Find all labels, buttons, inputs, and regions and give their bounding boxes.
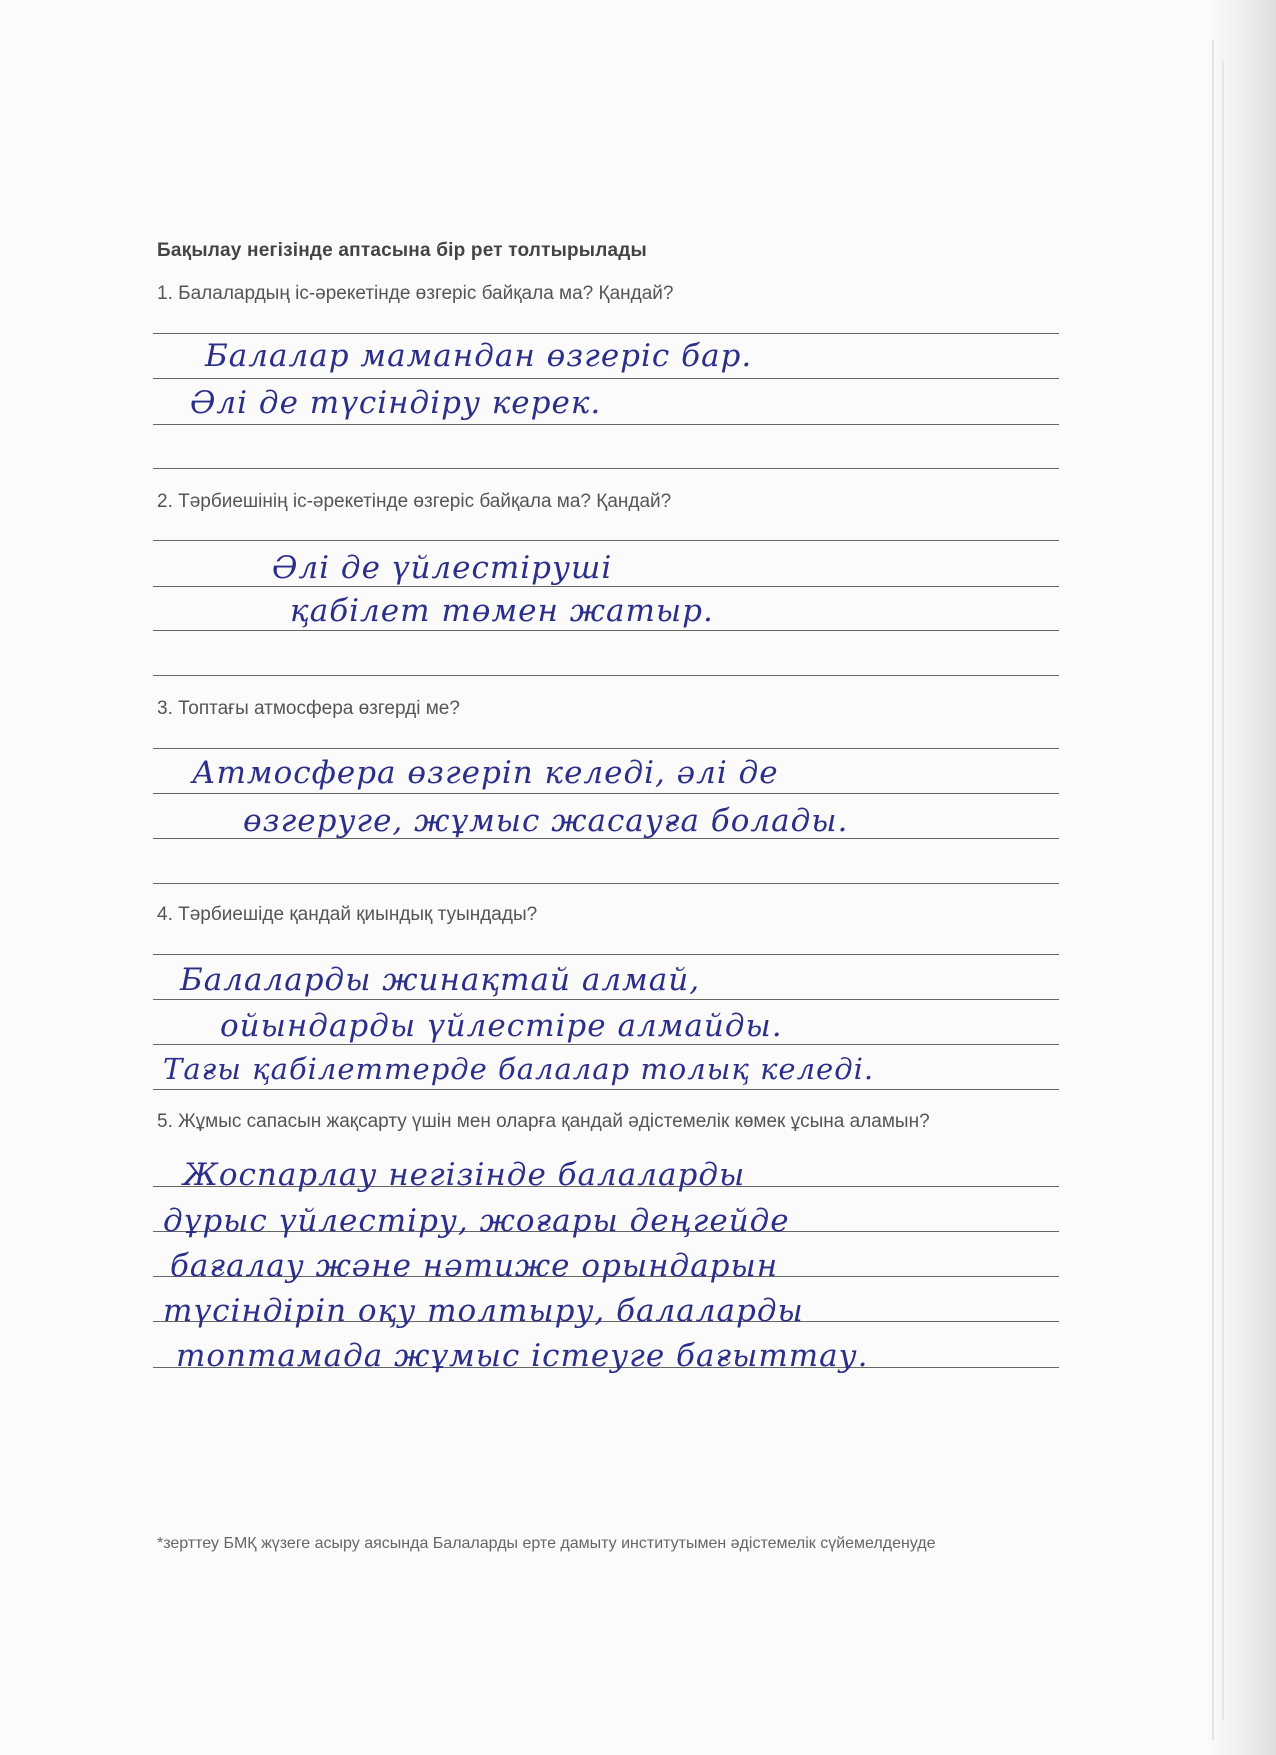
scan-artifact xyxy=(1212,40,1214,1740)
handwritten-answer-4-line-1: Балаларды жинақтай алмай, xyxy=(180,962,701,998)
handwritten-answer-5-line-4: түсіндіріп оқу толтыру, балаларды xyxy=(163,1293,804,1329)
answer-line xyxy=(153,468,1059,469)
question-3: 3. Топтағы атмосфера өзгерді ме? xyxy=(157,698,460,719)
handwritten-answer-2-line-1: Әлі де үйлестіруші xyxy=(272,550,613,586)
answer-line xyxy=(153,1089,1059,1090)
answer-line xyxy=(153,748,1059,749)
answer-line xyxy=(153,954,1059,955)
question-2: 2. Тәрбиешінің іс-әрекетінде өзгеріс байқала ма? Қандай? xyxy=(157,491,672,512)
handwritten-answer-1-line-1: Балалар мамандан өзгеріс бар. xyxy=(205,338,753,374)
answer-line xyxy=(153,378,1059,379)
form-heading: Бақылау негізінде аптасына бір рет толтырылады xyxy=(157,240,647,261)
scan-shadow xyxy=(1206,0,1276,1755)
answer-line xyxy=(153,630,1059,631)
answer-line xyxy=(153,675,1059,676)
handwritten-answer-4-line-3: Тағы қабілеттерде балалар толық келеді. xyxy=(163,1052,875,1086)
answer-line xyxy=(153,333,1059,334)
handwritten-answer-5-line-2: дұрыс үйлестіру, жоғары деңгейде xyxy=(163,1203,790,1239)
footnote: *зерттеу БМҚ жүзеге асыру аясында Балаларды ерте дамыту институтымен әдістемелік сүйемелденуде xyxy=(157,1535,936,1552)
answer-line xyxy=(153,1044,1059,1045)
handwritten-answer-3-line-2: өзгеруге, жұмыс жасауға болады. xyxy=(243,803,849,839)
question-5: 5. Жұмыс сапасын жақсарту үшін мен оларға қандай әдістемелік көмек ұсына аламын? xyxy=(157,1111,930,1132)
question-1: 1. Балалардың іс-әрекетінде өзгеріс байқала ма? Қандай? xyxy=(157,283,674,304)
handwritten-answer-5-line-3: бағалау және нәтиже орындарын xyxy=(170,1248,779,1284)
handwritten-answer-3-line-1: Атмосфера өзгеріп келеді, әлі де xyxy=(192,755,779,791)
answer-line xyxy=(153,793,1059,794)
answer-line xyxy=(153,540,1059,541)
handwritten-answer-5-line-1: Жоспарлау негізінде балаларды xyxy=(183,1157,746,1193)
answer-line xyxy=(153,999,1059,1000)
handwritten-answer-4-line-2: ойындарды үйлестіре алмайды. xyxy=(220,1008,783,1044)
question-4: 4. Тәрбиешіде қандай қиындық туындады? xyxy=(157,904,538,925)
answer-line xyxy=(153,883,1059,884)
scan-artifact xyxy=(1222,60,1224,1720)
handwritten-answer-1-line-2: Әлі де түсіндіру керек. xyxy=(190,385,602,421)
answer-line xyxy=(153,424,1059,425)
handwritten-answer-5-line-5: топтамада жұмыс істеуге бағыттау. xyxy=(176,1338,869,1374)
answer-line xyxy=(153,586,1059,587)
handwritten-answer-2-line-2: қабілет төмен жатыр. xyxy=(290,593,714,629)
